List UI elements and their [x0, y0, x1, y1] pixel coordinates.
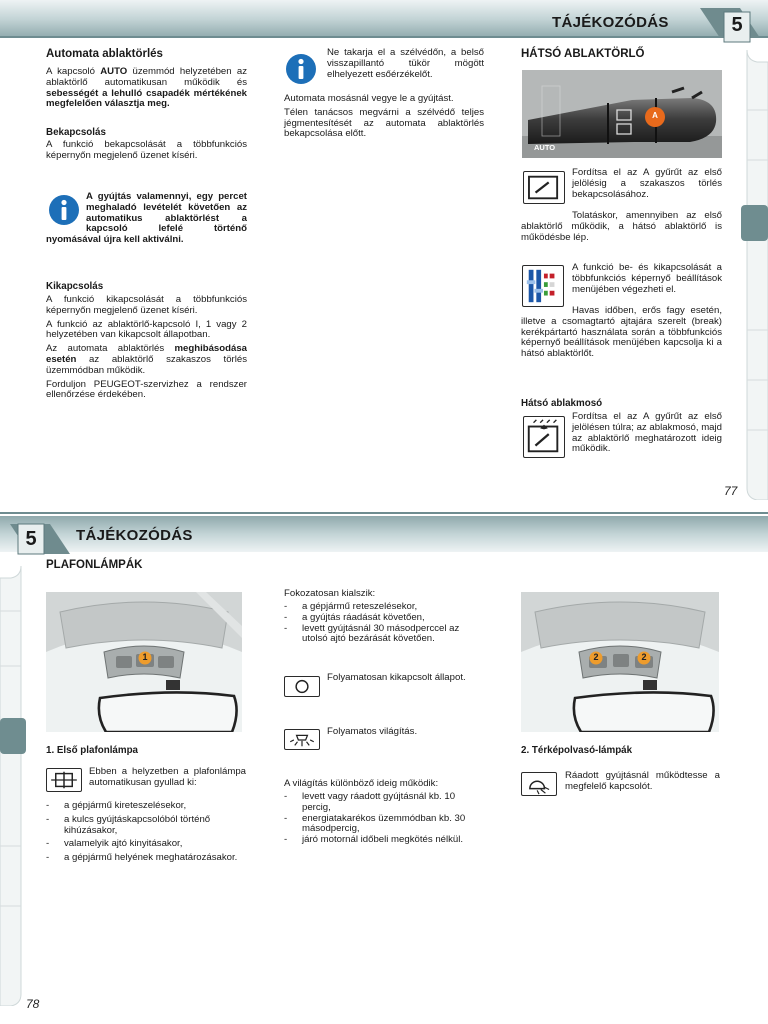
timer-title: A világítás különböző ideig működik: — [284, 778, 439, 789]
page-number: 77 — [724, 484, 738, 498]
front-ceiling-lamp-illustration — [46, 592, 242, 732]
switch-on-title: Bekapcsolás — [46, 127, 106, 139]
list-item: - levett gyújtásnál 30 másodperccel az utolsó ajtó bezárását követően. — [284, 624, 484, 646]
ring-letter-label: A — [652, 111, 658, 120]
list-item: - energiatakarékos üzemmódban kb. 30 másodpercig, — [284, 814, 484, 836]
settings-menu-icon — [522, 265, 564, 307]
winter-text: Télen tanácsos megvárni a szélvédő teljes jégmentesítését az automata ablaktörlés bekapcsolása előtt. — [284, 106, 484, 140]
fade-list — [284, 602, 484, 645]
page-78 — [0, 512, 768, 1024]
map-lamp-graphic — [521, 592, 719, 732]
page-header — [0, 0, 768, 44]
map-lamp-illustration — [521, 592, 719, 732]
list-item: - a gépjármű reteszelésekor, — [284, 602, 484, 613]
switch-on-text: A funkció bekapcsolását a többfunkciós képernyőn megjelenő üzenet kíséri. — [46, 139, 247, 161]
header-title: TÁJÉKOZÓDÁS — [76, 527, 193, 544]
sensor-note: Ne takarja el a szélvédőn, a belső visszapillantó tükör mögött elhelyezett esőérzékelőt. — [327, 47, 484, 80]
section-title: PLAFONLÁMPÁK — [46, 559, 143, 571]
header-title: TÁJÉKOZÓDÁS — [552, 14, 669, 31]
switch-on-note: A gyújtás valamennyi, egy percet meghaladó levételét követően az automatikus ablaktörlést a kapcsoló lefelé történő nyomásával újra kell aktiválni. — [46, 191, 247, 246]
chapter-number: 5 — [25, 528, 37, 550]
door-mode-icon — [46, 768, 82, 792]
timer-list — [284, 792, 484, 846]
switch-off-text-3: Az automata ablaktörlés meghibásodása esetén az ablaktörlő szakaszos törlés üzemmódban működik. — [46, 343, 247, 376]
auto-label: AUTO — [534, 143, 556, 152]
rear-wiper-text-4: Havas időben, erős fagy esetén, illetve a csomagtartó ajtajára szerelt (break) kerékpártartó használata során a többfunkciós képernyő beállítások menüjében kapcsolja ki a hátsó ablaktörlőt. — [521, 305, 722, 360]
list-item: - valamelyik ajtó kinyitásakor, — [46, 839, 246, 850]
list-item: - a gépjármű kireteszelésekor, — [46, 801, 246, 812]
lamp-off-icon — [284, 676, 320, 697]
list-item: - a gyújtás ráadását követően, — [284, 613, 484, 624]
switch-off-title: Kikapcsolás — [46, 281, 104, 292]
list-item: - levett vagy ráadott gyújtásnál kb. 10 percig, — [284, 792, 484, 814]
wiper-stalk-illustration — [522, 70, 722, 158]
info-icon — [285, 53, 317, 85]
lamp-on-icon — [284, 729, 320, 750]
car-wash-text: Automata mosásnál vegye le a gyújtást. — [284, 93, 454, 104]
fade-title: Fokozatosan kialszik: — [284, 588, 376, 599]
front-lamp-title: 1. Első plafonlámpa — [46, 745, 139, 756]
auto-wipe-intro: A kapcsoló AUTO üzemmód helyzetében az ablaktörlő automatikusan működik és sebességét a lehulló csapadék mértékének megfelelően választja meg. — [46, 66, 247, 110]
rear-wiper-title: HÁTSÓ ABLAKTÖRLŐ — [521, 48, 645, 60]
switch-off-text-2: A funkció az ablaktörlő-kapcsoló I, 1 vagy 2 helyzetében van kikapcsolt állapotban. — [46, 318, 247, 341]
rear-wiper-text-3: A funkció be- és kikapcsolását a többfunkciós képernyő beállítások menüjében végezheti el. — [572, 262, 722, 295]
lamp-off-text: Folyamatosan kikapcsolt állapot. — [327, 672, 466, 683]
list-item: - a kulcs gyújtáskapcsolóból történő kihúzásakor, — [46, 815, 246, 837]
marker-label: 2 — [593, 652, 599, 662]
edge-tabs — [0, 566, 31, 1006]
marker-label: 2 — [641, 652, 647, 662]
lamp-on-text: Folyamatos világítás. — [327, 726, 418, 737]
map-lamp-icon — [521, 772, 557, 796]
switch-off-text-1: A funkció kikapcsolását a többfunkciós képernyőn megjelenő üzenet kíséri. — [46, 294, 247, 316]
rear-wiper-icon — [523, 171, 565, 204]
rear-wiper-text-1: Fordítsa el az A gyűrűt az első jelölésig a szakaszos törlés bekapcsolásához. — [572, 167, 722, 200]
map-lamp-text: Ráadott gyújtásnál működtesse a megfelelő kapcsolót. — [565, 770, 720, 792]
front-lamp-list — [46, 801, 246, 864]
edge-tabs — [737, 50, 768, 500]
rear-washer-text: Fordítsa el az A gyűrűt az első jelölésen túlra; az ablakmosó, majd az ablaktörlő meghatározott ideig működik. — [572, 411, 722, 455]
list-item: - járó motornál időbeli megkötés nélkül. — [284, 835, 484, 846]
rear-washer-icon — [523, 416, 565, 458]
page-number: 78 — [26, 997, 40, 1011]
rear-washer-title: Hátsó ablakmosó — [521, 398, 603, 409]
marker-label: 1 — [142, 652, 148, 662]
page-header — [0, 512, 768, 558]
map-lamp-title: 2. Térképolvasó-lámpák — [521, 745, 633, 756]
switch-off-text-4: Forduljon PEUGEOT-szervizhez a rendszer ellenőrzése érdekében. — [46, 378, 247, 401]
auto-wipe-title: Automata ablaktörlés — [46, 48, 163, 60]
chapter-number: 5 — [731, 14, 743, 36]
list-item: - a gépjármű helyének meghatározásakor. — [46, 853, 246, 864]
rear-wiper-text-2: Tolatáskor, amennyiben az első ablaktörlő működik, a hátsó ablaktörlő is működésbe lép. — [521, 210, 722, 243]
front-lamp-text: Ebben a helyzetben a plafonlámpa automatikusan gyullad ki: — [89, 766, 246, 788]
